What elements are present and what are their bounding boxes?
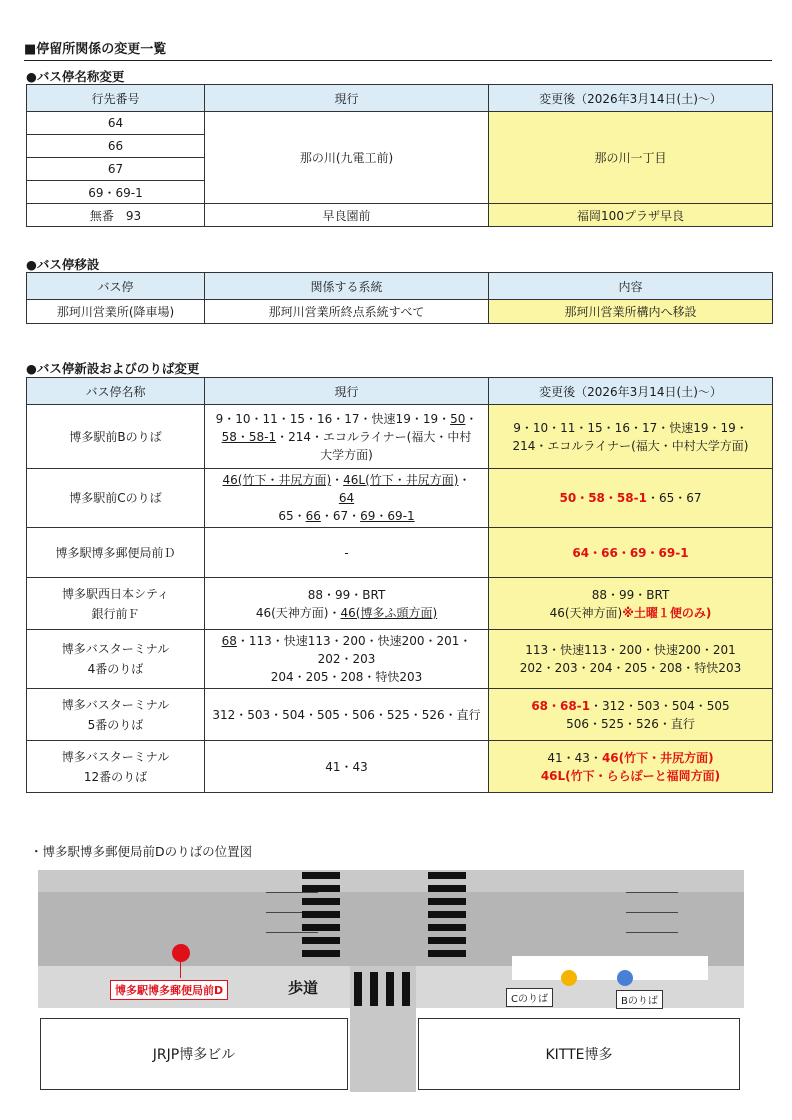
stop-c-marker	[561, 970, 577, 986]
current-stop-name: 那の川(九電工前)	[205, 112, 489, 204]
crosswalk-stripe	[428, 937, 466, 944]
rename-table	[26, 84, 773, 227]
crosswalk-stripe	[370, 972, 378, 1006]
header-related-routes: 関係する系統	[205, 273, 489, 300]
route-text: 41・43	[325, 759, 368, 774]
route-text: 214・エコルライナー(福大・中村大学方面)	[512, 438, 749, 453]
relocated-stop: 那珂川営業所(降車場)	[27, 300, 205, 324]
stop-c-callout: Cのりば	[506, 988, 553, 1007]
crosswalk-stripe	[428, 898, 466, 905]
stop-name-line: 博多駅前Bのりば	[69, 429, 162, 444]
route-text: 202・203・204・205・208・特快203	[519, 661, 742, 675]
cell-line	[493, 697, 768, 715]
section-heading-relocation: ●バス停移設	[26, 257, 100, 272]
changed-route-text: 64・66・69・69-1	[572, 545, 689, 560]
cell-line	[209, 489, 484, 507]
stop-d-marker	[172, 944, 190, 962]
lane-marking	[626, 912, 678, 913]
crosswalk-stripe	[302, 885, 340, 892]
crosswalk-stripe	[354, 972, 362, 1006]
current-routes-cell	[205, 528, 489, 578]
cell-line	[209, 604, 484, 622]
cell-line	[209, 544, 484, 562]
cell-line	[493, 437, 768, 455]
route-text: ・214・エコルライナー(福大・中村	[276, 429, 472, 444]
route-text: 506・525・526・直行	[566, 716, 695, 731]
route-text: 312・503・504・505・506・525・526・直行	[212, 707, 481, 722]
route-text: 88・99・BRT	[591, 587, 670, 602]
current-stop-name: 早良園前	[205, 204, 489, 227]
current-routes-cell	[205, 630, 489, 689]
stop-name-line: 博多駅西日本シティ	[61, 586, 170, 601]
crosswalk-stripe	[386, 972, 394, 1006]
route-text: ・	[331, 473, 344, 487]
route-text: 大学方面)	[320, 447, 373, 462]
lane-marking	[626, 932, 678, 933]
header-stop-name: バス停名称	[27, 378, 205, 405]
route-text: 9・10・11・15・16・17・快速19・19・	[215, 411, 451, 426]
stop-name-cell	[27, 528, 205, 578]
new-routes-cell	[489, 578, 773, 630]
new-routes-cell	[489, 741, 773, 793]
header-content: 内容	[489, 273, 773, 300]
lane-marking	[266, 892, 318, 893]
route-number-cell: 69・69-1	[27, 181, 205, 204]
cell-line	[209, 410, 484, 428]
current-routes-cell	[205, 469, 489, 528]
route-text: 66	[305, 509, 321, 523]
lane-marking	[266, 932, 318, 933]
stop-name-line: 5番のりば	[87, 717, 144, 732]
crosswalk-stripe	[402, 972, 410, 1006]
stop-name-line: 博多バスターミナル	[61, 749, 170, 764]
stop-name-cell	[27, 689, 205, 741]
cell-line	[493, 419, 768, 437]
section-heading-rename: ●バス停名称変更	[26, 69, 125, 84]
table-row	[27, 469, 773, 528]
changed-route-text: ※土曜１便のみ)	[622, 605, 712, 620]
new-stop-name: 那の川一丁目	[489, 112, 773, 204]
section-heading-new-stops: ●バス停新設およびのりば変更	[26, 361, 200, 376]
crosswalk-stripe	[302, 911, 340, 918]
new-routes-cell	[489, 405, 773, 469]
current-routes-cell	[205, 741, 489, 793]
relocation-content: 那珂川営業所構内へ移設	[489, 300, 773, 324]
building-kitte-hakata: KITTE博多	[418, 1018, 740, 1090]
related-routes: 那珂川営業所終点系統すべて	[205, 300, 489, 324]
cell-line	[493, 544, 768, 562]
header-current: 現行	[205, 378, 489, 405]
cell-line	[493, 604, 768, 622]
bus-bay	[512, 956, 708, 980]
building-jrjp-hakata: JRJP博多ビル	[40, 1018, 348, 1090]
header-route-number: 行先番号	[27, 85, 205, 112]
new-routes-cell	[489, 469, 773, 528]
table-row	[27, 578, 773, 630]
new-routes-cell	[489, 689, 773, 741]
relocation-table	[26, 272, 773, 324]
table-row	[27, 405, 773, 469]
crosswalk-stripe	[302, 924, 340, 931]
new-routes-cell	[489, 528, 773, 578]
platform-change-table	[26, 377, 773, 793]
changed-route-text: 50・58・58-1	[559, 491, 647, 505]
cell-line	[209, 650, 484, 668]
cell-line	[209, 758, 484, 776]
route-number-cell: 66	[27, 135, 205, 158]
stop-d-callout: 博多駅博多郵便局前D	[110, 980, 228, 1000]
current-routes-cell	[205, 578, 489, 630]
table-row	[27, 741, 773, 793]
stop-name-line: 博多駅博多郵便局前Ｄ	[55, 545, 176, 560]
crosswalk-stripe	[428, 924, 466, 931]
route-text: ・67・	[320, 509, 361, 523]
stop-name-line: 4番のりば	[87, 662, 144, 676]
stop-name-line: 銀行前Ｆ	[91, 606, 140, 621]
crosswalk-stripe	[428, 950, 466, 957]
route-text: 65・	[278, 509, 306, 523]
cell-line	[209, 668, 484, 686]
cell-line	[493, 715, 768, 733]
cell-line	[493, 659, 768, 677]
stop-name-line: 博多バスターミナル	[61, 697, 170, 712]
header-stop: バス停	[27, 273, 205, 300]
cell-line	[493, 767, 768, 785]
stop-name-cell	[27, 405, 205, 469]
route-text: 41・43・	[547, 750, 602, 765]
stop-d-leader-line	[180, 962, 181, 978]
stop-name-cell	[27, 578, 205, 630]
stop-name-cell	[27, 469, 205, 528]
changed-route-text: 46L(竹下・ららぽーと福岡方面)	[540, 768, 721, 783]
stop-b-marker	[617, 970, 633, 986]
route-text: 88・99・BRT	[307, 587, 386, 602]
new-routes-cell	[489, 630, 773, 689]
cell-line	[209, 446, 484, 464]
table-row	[27, 630, 773, 689]
document-title: ■停留所関係の変更一覧	[24, 38, 772, 61]
road-upper-band	[38, 870, 744, 892]
table-row	[27, 528, 773, 578]
crosswalk-stripe	[428, 885, 466, 892]
stop-name-line: 博多バスターミナル	[61, 642, 170, 656]
crosswalk-stripe	[428, 872, 466, 879]
route-text: 46L(竹下・井尻方面)	[343, 473, 459, 487]
current-routes-cell	[205, 689, 489, 741]
cell-line	[209, 706, 484, 724]
sidewalk-label: 歩道	[288, 979, 319, 997]
route-text: 113・快速113・200・快速200・201	[525, 643, 736, 657]
stop-name-line: 博多駅前Cのりば	[69, 491, 162, 505]
route-number-cell: 無番 93	[27, 204, 205, 227]
route-text: 202・203	[317, 652, 376, 666]
cell-line	[493, 749, 768, 767]
cell-line	[209, 632, 484, 650]
route-text: ・	[465, 411, 478, 426]
route-text: ・312・503・504・505	[590, 698, 730, 713]
crosswalk-stripe	[302, 872, 340, 879]
route-text: ・	[458, 473, 471, 487]
header-current: 現行	[205, 85, 489, 112]
crosswalk-stripe	[428, 911, 466, 918]
header-after: 変更後（2026年3月14日(土)～）	[489, 378, 773, 405]
cell-line	[493, 586, 768, 604]
route-text: -	[344, 545, 349, 560]
route-text: 46(天神方面)	[549, 605, 623, 620]
crosswalk-stripe	[302, 898, 340, 905]
route-text: 204・205・208・特快203	[270, 670, 423, 684]
route-text: 50	[450, 411, 466, 426]
stop-name-line: 12番のりば	[83, 769, 148, 784]
route-text: 64	[338, 491, 355, 505]
stop-name-cell	[27, 630, 205, 689]
route-text: 68	[221, 634, 237, 648]
route-number-cell: 64	[27, 112, 205, 135]
route-text: ・113・快速113・200・快速200・201・	[236, 634, 472, 648]
table-row	[27, 689, 773, 741]
cell-line	[209, 507, 484, 525]
cell-line	[209, 428, 484, 446]
route-text: 46(博多ふ頭方面)	[340, 605, 438, 620]
route-text: ・65・67	[646, 491, 702, 505]
route-text: 69・69-1	[360, 509, 415, 523]
stop-name-cell	[27, 741, 205, 793]
header-after: 変更後（2026年3月14日(土)～）	[489, 85, 773, 112]
route-number-cell: 67	[27, 158, 205, 181]
lane-marking	[626, 892, 678, 893]
cell-line	[209, 471, 484, 489]
current-routes-cell	[205, 405, 489, 469]
route-text: 46(天神方面)・	[255, 605, 341, 620]
stop-b-callout: Bのりば	[616, 990, 663, 1009]
crosswalk-stripe	[302, 950, 340, 957]
cell-line	[493, 489, 768, 507]
cell-line	[209, 586, 484, 604]
changed-route-text: 46(竹下・井尻方面)	[601, 750, 714, 765]
location-map	[38, 870, 744, 1092]
map-caption: ・博多駅博多郵便局前Dのりばの位置図	[30, 844, 253, 859]
changed-route-text: 68・68-1	[531, 698, 591, 713]
new-stop-name: 福岡100プラザ早良	[489, 204, 773, 227]
route-text: 9・10・11・15・16・17・快速19・19・	[513, 420, 748, 435]
route-text: 46(竹下・井尻方面)	[222, 473, 332, 487]
route-text: 58・58-1	[221, 429, 277, 444]
crosswalk-stripe	[302, 937, 340, 944]
cell-line	[493, 641, 768, 659]
